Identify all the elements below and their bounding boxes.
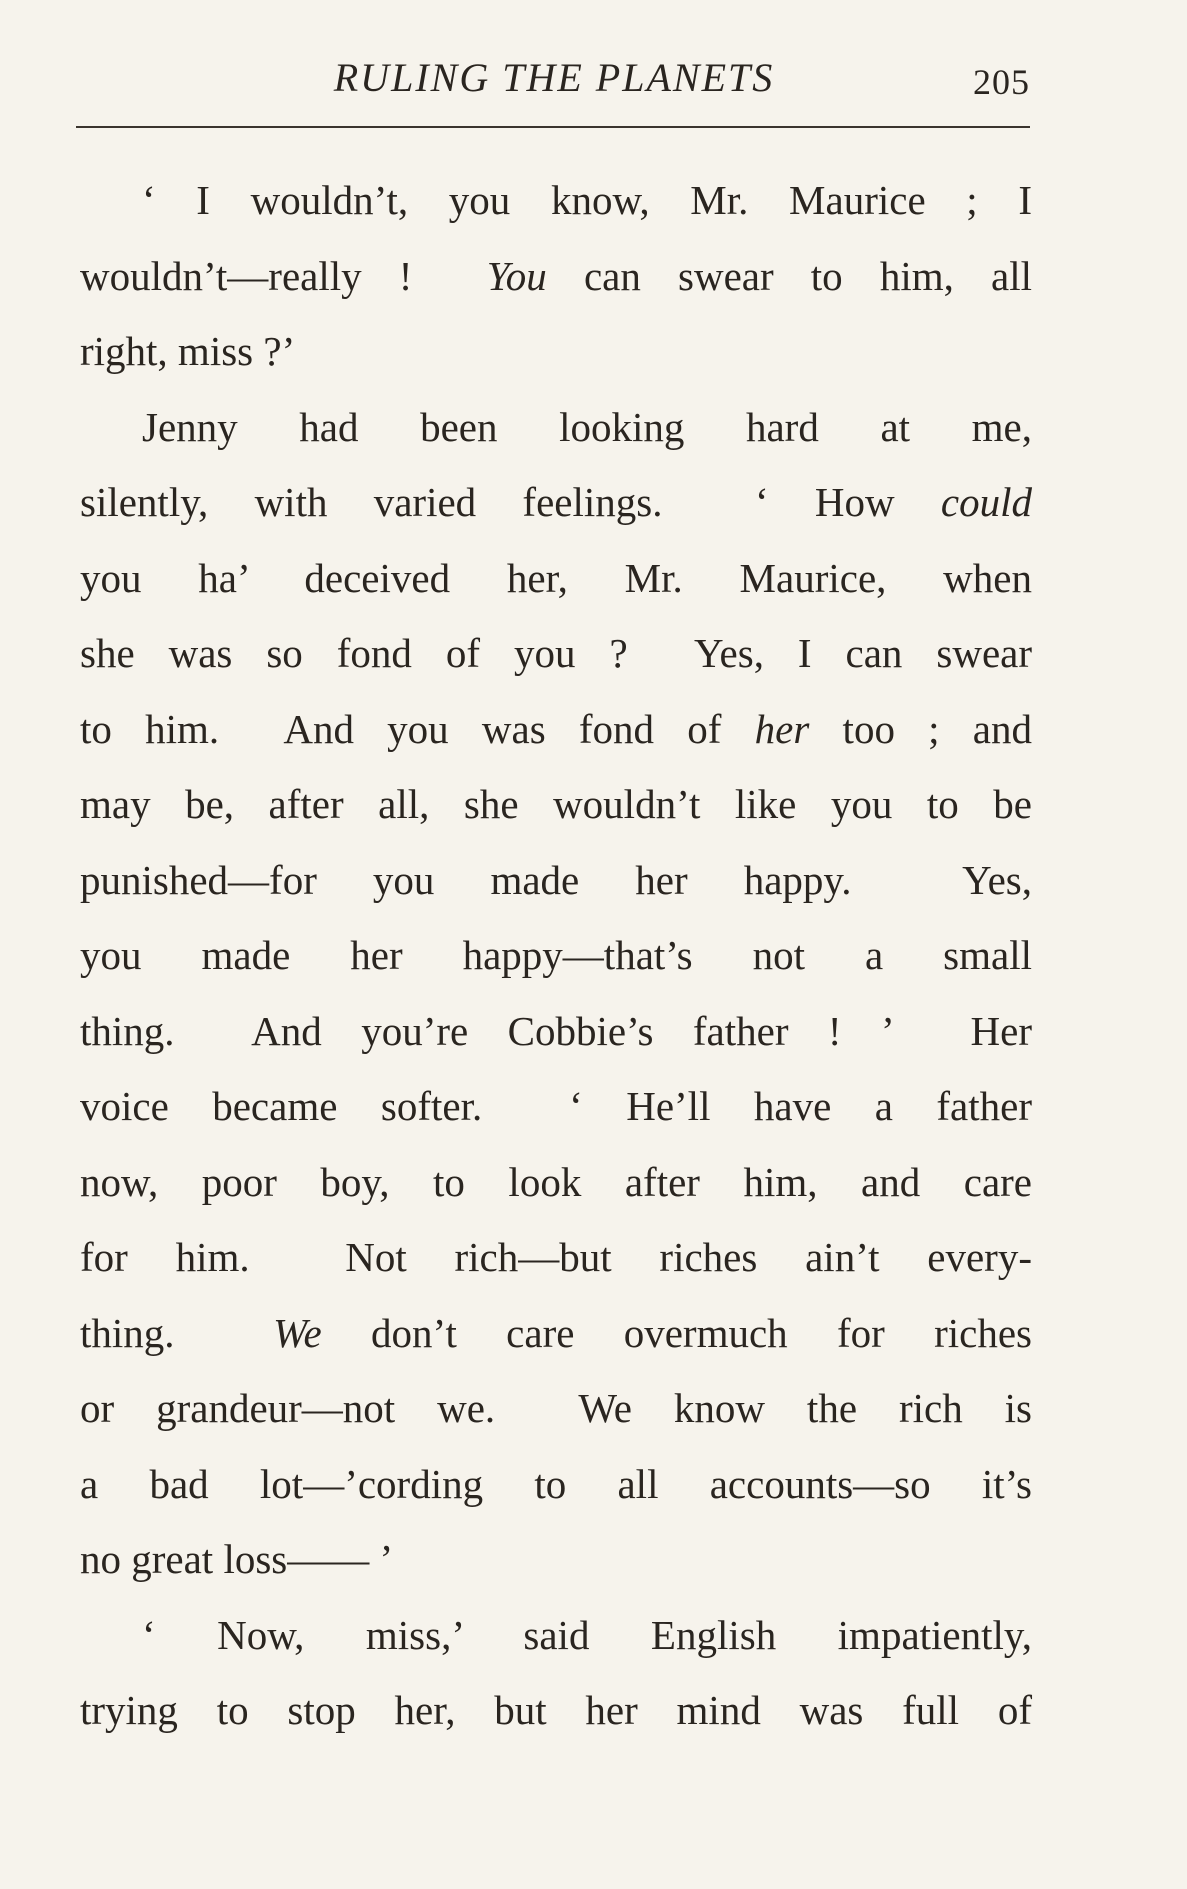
text-line <box>80 1673 1032 1749</box>
text-line <box>80 163 1032 239</box>
text-line <box>80 767 1032 843</box>
text-run: wouldn’t—really ! <box>80 252 487 299</box>
text-line <box>80 1522 1032 1598</box>
text-line <box>80 541 1032 617</box>
header-rule <box>76 126 1030 128</box>
text-line <box>80 843 1032 919</box>
text-line <box>80 239 1032 315</box>
text-run: you ha’ deceived her, Mr. Maurice, when <box>80 554 1032 601</box>
text-run: ‘ I wouldn’t, you know, Mr. Maurice ; I <box>142 177 1032 223</box>
text-run: ‘ Now, miss,’ said English impatiently, <box>142 1611 1032 1658</box>
text-line <box>80 918 1032 994</box>
text-run: or grandeur—not we. We know the rich is <box>80 1385 1032 1431</box>
text-line <box>80 1447 1032 1523</box>
text-run: now, poor boy, to look after him, and care <box>80 1158 1032 1205</box>
text-run: voice became softer. ‘ He’ll have a father <box>80 1083 1032 1129</box>
text-run: you made her happy—that’s not a small <box>80 932 1032 978</box>
text-line <box>80 465 1032 541</box>
italic-text: You <box>486 252 547 299</box>
text-run: for him. Not rich—but riches ain’t every- <box>80 1234 1032 1280</box>
text-line <box>80 1069 1032 1145</box>
text-line <box>80 314 1032 390</box>
text-run: too ; and <box>809 705 1032 752</box>
text-run: a bad lot—’cording to all accounts—so it’s <box>80 1460 1032 1507</box>
body-text <box>80 163 1032 1749</box>
text-line <box>80 692 1032 768</box>
text-line <box>80 1220 1032 1296</box>
text-run: thing. <box>80 1309 274 1356</box>
text-run: Jenny had been looking hard at me, <box>142 403 1032 450</box>
text-line <box>80 1371 1032 1447</box>
italic-text: her <box>754 705 810 752</box>
text-run: she was so fond of you ? Yes, I can swear <box>80 630 1032 676</box>
text-run: punished—for you made her happy. Yes, <box>80 856 1032 903</box>
text-run: can swear to him, all <box>546 252 1032 299</box>
text-line <box>80 1145 1032 1221</box>
text-line <box>80 1296 1032 1372</box>
text-run: to him. And you was fond of <box>80 705 755 752</box>
text-line <box>80 994 1032 1070</box>
running-title: RULING THE PLANETS <box>333 55 775 100</box>
text-run: silently, with varied feelings. ‘ How <box>80 479 941 525</box>
italic-text: could <box>940 479 1032 525</box>
text-run: right, miss ?’ <box>80 328 296 374</box>
text-run: no great loss—— ’ <box>80 1536 394 1582</box>
text-run: may be, after all, she wouldn’t like you to be <box>80 781 1032 827</box>
running-head <box>78 48 1030 108</box>
text-run: thing. And you’re Cobbie’s father ! ’ Her <box>80 1007 1032 1054</box>
text-line <box>80 616 1032 692</box>
text-line <box>80 390 1032 466</box>
text-line <box>80 1598 1032 1674</box>
italic-text: We <box>273 1309 322 1356</box>
text-run: don’t care overmuch for riches <box>321 1309 1032 1356</box>
text-run: trying to stop her, but her mind was full of <box>80 1687 1032 1733</box>
page-number: 205 <box>973 62 1030 102</box>
